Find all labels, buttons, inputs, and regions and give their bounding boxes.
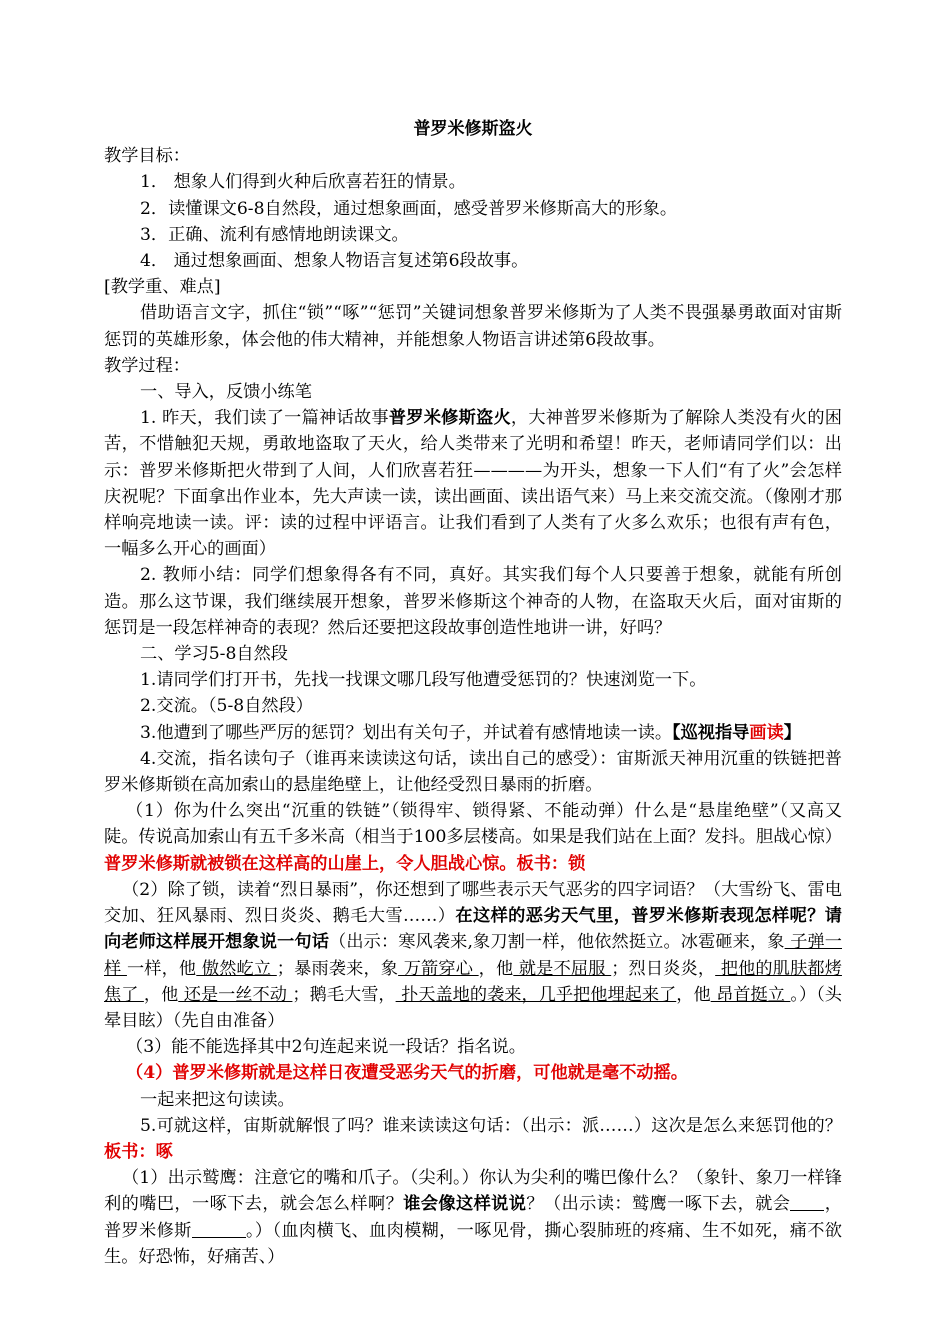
text-run: 一样，他 [126,958,197,979]
text-run: ，普罗米修斯 [104,1194,842,1241]
fill-answer: 把他的肌肤都烤焦了 [104,958,842,1005]
paragraph: 一起来把这句读读。 [140,1089,295,1110]
paragraph: 2. 教师小结：同学们想象得各有不同，真好。其实我们每个人只要善于想象，就能有所创造。那么这节课，我们继续展开想象，普罗米修斯这个神奇的人物，在盗取天火后，面对宙斯的惩罚是一段怎样神奇的表现？然后还要把这段故事创造性地讲一讲，好吗？ [104,565,842,638]
blank-line [192,1219,246,1238]
text-run: ？（出示读：鹫鹰一啄下去，就会 [526,1194,791,1215]
bold-text: 谁会像这样说说 [403,1194,527,1215]
key-points-heading: [教学重、难点] [104,277,221,298]
blank-line [790,1192,824,1211]
page-title: 普罗米修斯盗火 [413,119,533,139]
text-run: （1）出示鹫鹰：注意它的嘴和爪子。（尖利。）你认为尖利的嘴巴像什么？（象针、象刀一样锋利的嘴巴，一啄下去，就会怎么样啊？ [104,1168,842,1215]
text-run: ，他 [478,958,514,979]
text-run: ，他 [143,984,179,1005]
text-run: （出示：寒风袭来,象刀割一样，他依然挺立。冰雹砸来，象 [329,932,785,953]
paragraph: 1.请同学们打开书，先找一找课文哪几段写他遭受惩罚的？快速浏览一下。 [140,670,707,691]
text-run: 1. 昨天，我们读了一篇神话故事 [140,408,389,429]
fill-answer: 扑天盖地的袭来，几乎把他埋起来了 [395,984,677,1005]
bold-text: 】 [783,722,801,743]
goal-item: 1． 想象人们得到火种后欣喜若狂的情景。 [140,172,466,193]
paragraph [104,720,842,746]
fill-answer: 万箭穿心 [398,958,479,979]
paragraph [104,1060,842,1086]
paragraph: 4.交流，指名读句子（谁再来读读这句话，读出自己的感受）：宙斯派天神用沉重的铁链把普罗米修斯锁在高加索山的悬崖绝壁上，让他经受烈日暴雨的折磨。 [104,748,842,796]
goal-item: 3．正确、流利有感情地朗读课文。 [140,224,409,245]
text-run: 。）（血肉横飞、血肉模糊，一啄见骨，撕心裂肺班的疼痛、生不如死，痛不欲生。好恐怖，好痛苦、） [104,1220,842,1267]
document-page [104,116,842,1270]
text-run: 5.可就这样，宙斯就解恨了吗？谁来读读这句话：（出示：派……）这次是怎么来惩罚他的？ [140,1115,842,1136]
fill-answer: 傲然屹立 [196,958,277,979]
paragraph [104,1113,842,1165]
paragraph [104,798,842,877]
paragraph [104,1165,842,1270]
fill-answer: 子弹一样 [104,932,842,979]
fill-answer: 就是不屈服 [513,958,612,979]
red-text: 普罗米修斯就是这样日夜遭受恶劣天气的折磨，可他就是毫不动摇。 [172,1063,688,1084]
bold-text: 普罗米修斯盗火 [388,408,511,429]
section-heading: 一、导入，反馈小练笔 [140,382,312,403]
text-run: ，大神普罗米修斯为了解除人类没有火的困苦，不惜触犯天规，勇敢地盗取了天火，给人类带来了光明和希望！昨天，老师请同学们以：出示：普罗米修斯把火带到了人间，人们欣喜若狂————为开头，想象一下人们“有了火”会怎样庆祝呢？下面拿出作业本，先大声读一读，读出画面、读出语气来）马上来交流交流。（像刚才那样响亮地读一读。评：读的过程中评语言。让我们看到了人类有了火多么欢乐；也很有声有色，一幅多么开心的画面） [104,408,842,560]
red-text: 板书：啄 [104,1141,173,1162]
text-run: ；鹅毛大雪， [292,984,396,1005]
paragraph: 2.交流。（5-8自然段） [140,696,313,717]
section-heading: 二、学习5-8自然段 [140,644,288,665]
goal-item: 4． 通过想象画面、想象人物语言复述第6段故事。 [140,251,529,272]
red-text: 普罗米修斯就被锁在这样高的山崖上，令人胆战心惊。板书：锁 [104,853,586,874]
text-run: 。）（头晕目眩）（先自由准备） [104,984,842,1031]
paragraph: （3）能不能选择其中2句连起来说一段话？指名说。 [126,1037,526,1058]
text-run: ；暴雨袭来，象 [276,958,399,979]
red-text: 画读 [749,722,784,743]
process-heading: 教学过程： [104,355,190,376]
goals-heading: 教学目标： [104,146,190,167]
fill-answer: 昂首挺立 [710,984,791,1005]
goal-item: 2．读懂课文6-8自然段，通过想象画面，感受普罗米修斯高大的形象。 [140,198,678,219]
paragraph [104,405,842,562]
text-run: ，他 [676,984,711,1005]
red-text: （4） [126,1063,173,1084]
key-points-text: 借助语言文字，抓住“锁”“啄”“惩罚”关键词想象普罗米修斯为了人类不畏强暴勇敢面对宙斯惩罚的英雄形象，体会他的伟大精神，并能想象人物语言讲述第6段故事。 [104,303,842,350]
fill-answer: 还是一丝不动 [178,984,293,1005]
text-run: （1）你为什么突出“沉重的铁链”（锁得牢、锁得紧、不能动弹）什么是“悬崖绝壁”（又高又陡。传说高加索山有五千多米高（相当于100多层楼高。如果是我们站在上面？发抖。胆战心惊） [104,801,842,848]
bold-text: 在这样的恶劣天气里，普罗米修斯表现怎样呢？请向老师这样展开想象说一句话 [104,906,842,953]
text-run: （2）除了锁，读着“烈日暴雨”，你还想到了哪些表示天气恶劣的四字词语？（大雪纷飞、雷电交加、狂风暴雨、烈日炎炎、鹅毛大雪……） [104,879,842,927]
paragraph [104,877,842,1034]
text-run: ；烈日炎炎， [611,958,716,979]
text-run: 3.他遭到了哪些严厉的惩罚？划出有关句子，并试着有感情地读一读。 [140,722,673,743]
bold-text: 【巡视指导 [672,722,750,743]
